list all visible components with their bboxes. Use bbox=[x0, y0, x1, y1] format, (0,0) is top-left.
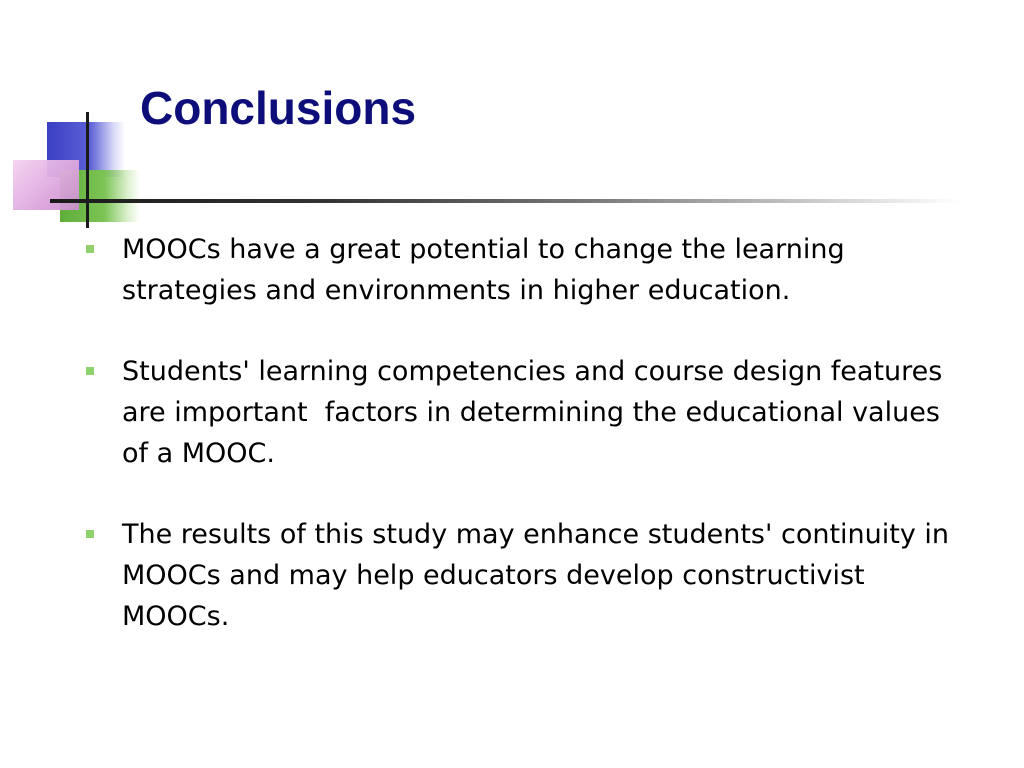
bullet-item bbox=[84, 351, 964, 474]
bullet-text: MOOCs have a great potential to change the learning strategies and environments in higher education. bbox=[122, 234, 854, 306]
bullet-text: The results of this study may enhance students' continuity in MOOCs and may help educators develop constructivist MOOCs. bbox=[122, 519, 958, 632]
square-bullet-icon bbox=[86, 245, 94, 253]
bullet-list bbox=[84, 229, 964, 677]
bullet-text: Students' learning competencies and course design features are important factors in determining the educational values of a MOOC. bbox=[122, 356, 951, 469]
title-underline-rule bbox=[50, 199, 960, 203]
square-bullet-icon bbox=[86, 367, 94, 375]
bullet-item bbox=[84, 514, 964, 637]
bullet-item bbox=[84, 229, 964, 311]
slide-title: Conclusions bbox=[140, 82, 417, 134]
square-bullet-icon bbox=[86, 530, 94, 538]
decorative-vertical-line bbox=[86, 112, 89, 228]
